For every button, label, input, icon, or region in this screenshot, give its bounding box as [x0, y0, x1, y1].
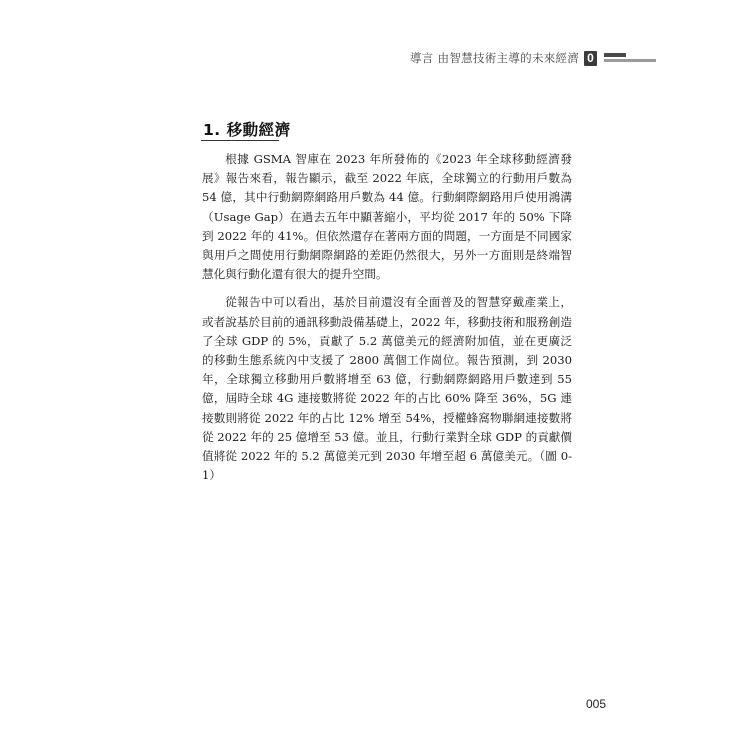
header-bar-dark — [604, 53, 626, 57]
paragraph-2: 從報告中可以看出，基於目前還沒有全面普及的智慧穿戴產業上，或者說基於目前的通訊移動設備基礎上，2022 年，移動技術和服務創造了全球 GDP 的 5%，貢獻了 5.2 萬億美元的經濟附加值，並在更廣泛的移動生態系統內中支援了 2800 萬個工作崗位。報告預測，到 2030 年，全球獨立移動用戶數將增至 63 億，行動網際網路用戶數達到 55 億，屆時全球 4G 連接數將從 2022 年的占比 60% 降至 36%，5G 連接數則將從 2022 年的占比 12% 增至 54%，授權蜂窩物聯網連接數將從 2022 年的 25 億增至 53 億。並且，行動行業對全球 GDP 的貢獻價值將從 2022 年的 5.2 萬億美元到 2030 年增至超 6 萬億美元。（圖 0-1） — [202, 295, 572, 483]
section-heading: 1. 移動經濟 — [203, 121, 291, 139]
paragraph-1: 根據 GSMA 智庫在 2023 年所發佈的《2023 年全球移動經濟發展》報告來看，報告顯示，截至 2022 年底，全球獨立的行動用戶數為 54 億，其中行動網際網路用戶數為 44 億。行動網際網路用戶使用鴻溝（Usage Gap）在過去五年中顯著縮小，平均從 2017 年的 50% 下降到 2022 年的 41%。但依然還存在著兩方面的問題，一方面是不同國家與用戶之間使用行動網際網路的差距仍然很大，另外一方面則是終端智慧化與行動化還有很大的提升空間。 — [202, 152, 572, 282]
page-number: 005 — [586, 697, 607, 711]
chapter-number-badge: 0 — [584, 51, 597, 66]
body-text — [202, 150, 572, 494]
section-heading-underline — [201, 140, 279, 141]
header-bar-light — [604, 59, 656, 62]
running-header-title: 導言 由智慧技術主導的未來經濟 — [410, 51, 580, 65]
running-header — [410, 49, 597, 67]
header-decoration — [604, 52, 656, 64]
